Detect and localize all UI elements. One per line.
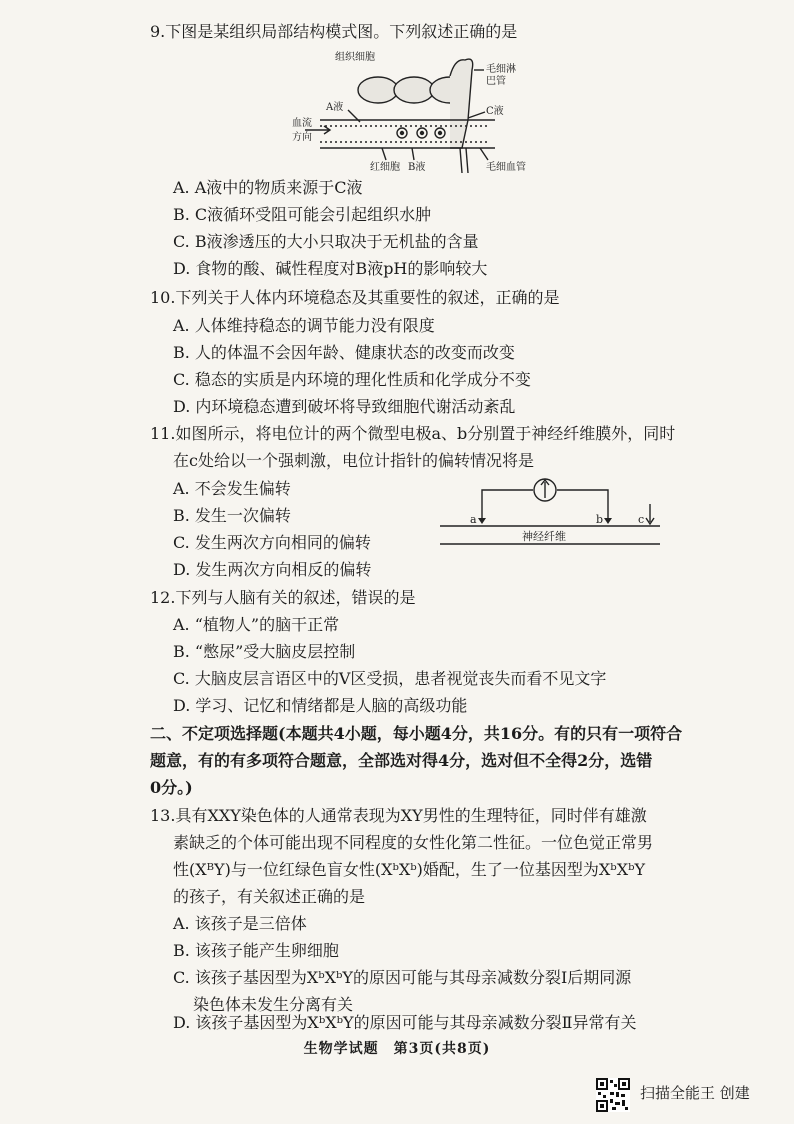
label-a-liquid: A液 — [326, 102, 344, 113]
q13-stem-line1: 13.具有XXY染色体的人通常表现为XY男性的生理特征，同时伴有雄激 — [150, 806, 647, 825]
label-lymph-1: 毛细淋 — [486, 64, 516, 75]
q10-option-a: A. 人体维持稳态的调节能力没有限度 — [173, 316, 435, 335]
label-rbc: 红细胞 — [370, 162, 400, 173]
q11-option-d: D. 发生两次方向相反的偏转 — [173, 560, 372, 579]
q13-option-c: C. 该孩子基因型为XᵇXᵇY的原因可能与其母亲减数分裂Ⅰ后期同源 — [173, 968, 632, 987]
q9-stem: 9.下图是某组织局部结构模式图。下列叙述正确的是 — [150, 22, 518, 41]
q13-option-d: D. 该孩子基因型为XᵇXᵇY的原因可能与其母亲减数分裂Ⅱ异常有关 — [173, 1013, 637, 1032]
q11-option-b: B. 发生一次偏转 — [173, 506, 291, 525]
scanner-watermark: 扫描全能王 创建 — [640, 1084, 750, 1102]
q11-nerve-diagram — [440, 474, 670, 554]
q12-option-b: B. “憋尿”受大脑皮层控制 — [173, 642, 356, 661]
q11-stem-line1: 11.如图所示，将电位计的两个微型电极a、b分别置于神经纤维膜外，同时 — [150, 424, 676, 443]
label-flow-1: 血流 — [292, 118, 312, 129]
q11-option-a: A. 不会发生偏转 — [173, 479, 291, 498]
label-flow-2: 方向 — [292, 132, 312, 143]
q9-option-b: B. C液循环受阻可能会引起组织水肿 — [173, 205, 432, 224]
label-point-c: c — [638, 513, 645, 526]
q13-option-a: A. 该孩子是三倍体 — [173, 914, 307, 933]
q13-option-b: B. 该孩子能产生卵细胞 — [173, 941, 339, 960]
q10-stem: 10.下列关于人体内环境稳态及其重要性的叙述，正确的是 — [150, 288, 560, 307]
label-capillary: 毛细血管 — [486, 162, 526, 173]
q11-option-c: C. 发生两次方向相同的偏转 — [173, 533, 371, 552]
qr-code-icon — [596, 1078, 630, 1112]
section2-heading-line1: 二、不定项选择题(本题共4小题，每小题4分，共16分。有的只有一项符合 — [150, 724, 683, 743]
q13-stem-line2: 素缺乏的个体可能出现不同程度的女性化第二性征。一位色觉正常男 — [173, 833, 654, 852]
label-electrode-a: a — [470, 513, 477, 526]
q12-option-d: D. 学习、记忆和情绪都是人脑的高级功能 — [173, 696, 468, 715]
q13-stem-line4: 的孩子，有关叙述正确的是 — [173, 887, 366, 906]
label-tissue-cell: 组织细胞 — [335, 52, 375, 63]
q10-option-b: B. 人的体温不会因年龄、健康状态的改变而改变 — [173, 343, 515, 362]
q11-stem-line2: 在c处给以一个强刺激，电位计指针的偏转情况将是 — [173, 451, 534, 470]
tissue-cell — [358, 77, 398, 103]
q12-option-c: C. 大脑皮层言语区中的V区受损，患者视觉丧失而看不见文字 — [173, 669, 607, 688]
q10-option-d: D. 内环境稳态遭到破坏将导致细胞代谢活动紊乱 — [173, 397, 516, 416]
q10-option-c: C. 稳态的实质是内环境的理化性质和化学成分不变 — [173, 370, 531, 389]
q12-stem: 12.下列与人脑有关的叙述，错误的是 — [150, 588, 416, 607]
q9-option-c: C. B液渗透压的大小只取决于无机盐的含量 — [173, 232, 479, 251]
label-electrode-b: b — [596, 513, 604, 526]
section2-heading-line2: 题意，有的有多项符合题意，全部选对得4分，选对但不全得2分，选错 — [150, 751, 653, 770]
label-b-liquid: B液 — [408, 162, 426, 173]
label-nerve-fiber: 神经纤维 — [522, 530, 566, 543]
q9-option-a: A. A液中的物质来源于C液 — [173, 178, 363, 197]
q9-tissue-diagram — [290, 48, 560, 178]
q13-option-c-cont: 染色体未发生分离有关 — [193, 995, 354, 1014]
label-lymph-2: 巴管 — [486, 76, 506, 87]
lymph-capillary — [450, 59, 473, 148]
q13-stem-line3: 性(XᴮY)与一位红绿色盲女性(XᵇXᵇ)婚配，生了一位基因型为XᵇXᵇY — [173, 860, 646, 879]
q9-option-d: D. 食物的酸、碱性程度对B液pH的影响较大 — [173, 259, 488, 278]
tissue-cell — [394, 77, 434, 103]
label-c-liquid: C液 — [486, 106, 504, 117]
page-footer: 生物学试题 第3页(共8页) — [303, 1041, 491, 1057]
section2-heading-line3: 0分。) — [150, 778, 193, 797]
q12-option-a: A. “植物人”的脑干正常 — [173, 615, 340, 634]
